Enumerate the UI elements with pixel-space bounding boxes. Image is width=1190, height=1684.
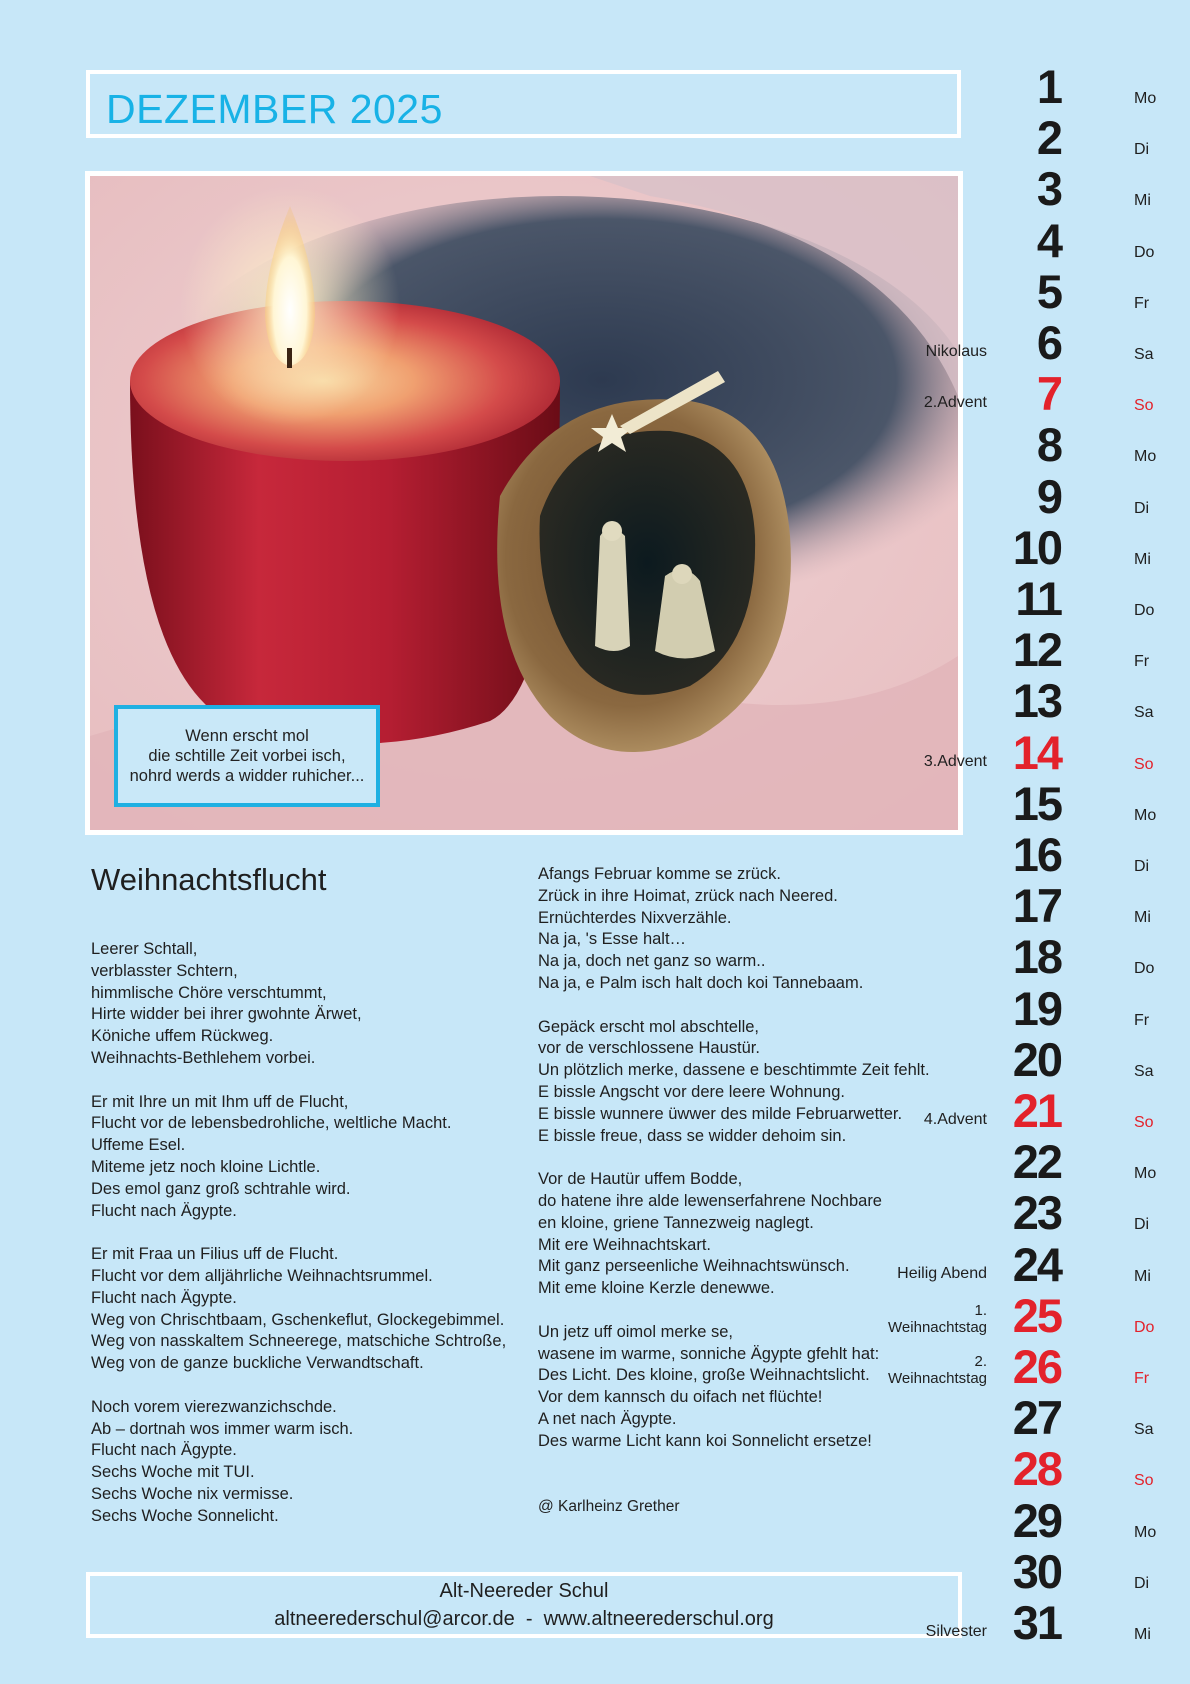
calendar-day-1 — [890, 62, 1190, 113]
day-number: 22 — [1012, 1135, 1061, 1189]
day-number: 11 — [1015, 572, 1061, 625]
day-number: 19 — [1012, 981, 1061, 1035]
weekday-abbr: So — [1134, 1472, 1154, 1490]
holiday-label-line: Weihnachtstag — [888, 1318, 987, 1336]
day-number: 10 — [1012, 520, 1061, 574]
weekday-abbr: Sa — [1134, 704, 1154, 722]
poem-line: wasene im warme, sonniche Ägypte gfehlt hat: — [538, 1344, 880, 1363]
holiday-label: Nikolaus — [925, 343, 987, 360]
day-number: 5 — [1036, 264, 1061, 318]
poem-line: verblasster Schtern, — [91, 961, 238, 980]
poem-line: Flucht nach Ägypte. — [91, 1201, 237, 1220]
poem-line: Noch vorem vierezwanzichschde. — [91, 1397, 337, 1416]
poem-line: Gepäck erscht mol abschtelle, — [538, 1017, 760, 1036]
day-number: 27 — [1012, 1391, 1061, 1445]
stanza-gap — [538, 995, 930, 1017]
poem-line: E bissle freue, dass se widder dehoim sin. — [538, 1126, 847, 1145]
weekday-abbr: Mo — [1134, 1165, 1157, 1183]
day-number: 24 — [1012, 1237, 1061, 1291]
calendar-day-21 — [890, 1086, 1190, 1137]
calendar-day-24 — [890, 1237, 1190, 1291]
poem-line: Weg von nasskaltem Schneerege, matschiche Schtroße, — [91, 1332, 507, 1351]
calendar-day-17 — [890, 881, 1190, 932]
weekday-abbr: Di — [1134, 499, 1150, 517]
day-number: 30 — [1012, 1544, 1061, 1598]
footer-org-name: Alt-Neereder Schul — [439, 1580, 609, 1602]
poem-line: Mit eme kloine Kerzle denewwe. — [538, 1279, 775, 1298]
day-number: 26 — [1012, 1340, 1061, 1393]
holiday-label: 2.Advent — [923, 394, 987, 412]
day-number: 23 — [1012, 1186, 1061, 1240]
weekday-abbr: Di — [1134, 141, 1150, 159]
weekday-abbr: Mo — [1134, 806, 1157, 824]
stanza-gap — [91, 1375, 506, 1397]
poem-line: Mit ganz perseenliche Weihnachtswünsch. — [538, 1257, 850, 1276]
poem-line: Mit ere Weihnachtskart. — [538, 1235, 712, 1254]
weekday-abbr: Fr — [1134, 294, 1150, 312]
poem-line: Weihnachts-Bethlehem vorbei. — [91, 1048, 316, 1067]
poem-line: Weg von Chrischtbaam, Gschenkeflut, Glockegebimmel. — [91, 1310, 505, 1329]
weekday-abbr: Do — [1134, 1318, 1155, 1336]
holiday-label: 3.Advent — [923, 752, 987, 770]
poem-line: Köniche uffem Rückweg. — [91, 1027, 274, 1046]
day-number: 31 — [1012, 1596, 1061, 1649]
poem-title: Weihnachtsflucht — [91, 862, 327, 897]
weekday-abbr: Mi — [1134, 1626, 1151, 1643]
holiday-label-line: 2. — [974, 1353, 987, 1370]
weekday-abbr: So — [1134, 397, 1154, 415]
footer-contact: altneerederschul@arcor.de - www.altneerederschul.org — [274, 1608, 774, 1630]
poem-line: vor de verschlossene Haustür. — [538, 1039, 760, 1058]
holiday-label — [888, 1302, 987, 1336]
poem-line: Flucht nach Ägypte. — [91, 1441, 237, 1460]
weekday-abbr: Mi — [1134, 1267, 1151, 1285]
day-number: 15 — [1012, 776, 1061, 830]
poem-line: Sechs Woche nix vermisse. — [91, 1484, 294, 1503]
calendar-day-13 — [890, 676, 1190, 727]
stanza-gap — [91, 1070, 506, 1092]
weekday-abbr: Mo — [1134, 90, 1157, 107]
caption-line: die schtille Zeit vorbei isch, — [148, 747, 346, 765]
day-number: 8 — [1036, 418, 1061, 472]
weekday-abbr: Di — [1134, 1216, 1150, 1234]
calendar-day-6 — [890, 318, 1190, 369]
stanza-gap — [91, 1222, 506, 1244]
day-number: 29 — [1012, 1493, 1061, 1547]
day-number: 3 — [1036, 162, 1061, 216]
poem-line: Hirte widder bei ihrer gwohnte Ärwet, — [91, 1005, 362, 1024]
calendar-day-10 — [890, 520, 1190, 574]
day-number: 14 — [1012, 725, 1061, 779]
calendar-day-2 — [890, 113, 1190, 164]
day-number: 18 — [1012, 930, 1061, 984]
poem-left-column — [91, 939, 506, 1528]
weekday-abbr: So — [1134, 1114, 1154, 1131]
weekday-abbr: Fr — [1134, 1011, 1150, 1029]
day-number: 28 — [1012, 1442, 1061, 1496]
stanza-gap — [538, 1147, 930, 1169]
calendar-day-9 — [890, 469, 1190, 523]
poem-line: Zrück in ihre Hoimat, zrück nach Neered. — [538, 886, 838, 905]
photo-caption — [114, 705, 380, 807]
calendar-day-28 — [890, 1444, 1190, 1495]
poem-line: Er mit Fraa un Filius uff de Flucht. — [91, 1245, 339, 1264]
poem-line: Vor dem kannsch du oifach net flüchte! — [538, 1388, 823, 1407]
day-number: 16 — [1012, 828, 1061, 881]
caption-line: Wenn erscht mol — [185, 727, 309, 745]
poem-line: Na ja, e Palm isch halt doch koi Tannebaam. — [538, 973, 864, 992]
calendar-day-8 — [890, 420, 1190, 471]
holiday-label — [888, 1353, 987, 1387]
poem-line: Uffeme Esel. — [91, 1136, 186, 1155]
day-number: 21 — [1012, 1084, 1061, 1137]
day-number: 17 — [1012, 879, 1061, 933]
poem-line: Sechs Woche Sonnelicht. — [91, 1506, 279, 1525]
calendar-day-3 — [890, 164, 1190, 215]
day-number: 12 — [1012, 623, 1061, 677]
poem-line: do hatene ihre alde lewenserfahrene Nochbare — [538, 1191, 882, 1210]
poem-line: en kloine, griene Tannezweig naglegt. — [538, 1213, 814, 1232]
calendar-day-18 — [890, 932, 1190, 983]
calendar-day-5 — [890, 264, 1190, 318]
weekday-abbr: Mo — [1134, 1523, 1157, 1541]
poem-line: Weg von de ganze buckliche Verwandtschaft. — [91, 1354, 424, 1373]
poem-line: Sechs Woche mit TUI. — [91, 1463, 255, 1482]
poem-line: Des warme Licht kann koi Sonnelicht ersetze! — [538, 1431, 872, 1450]
poem-right-column — [538, 864, 930, 1453]
footer-box — [86, 1572, 962, 1638]
weekday-abbr: Sa — [1134, 1062, 1154, 1080]
poem-line: Ernüchterdes Nixverzähle. — [538, 908, 732, 927]
caption-line: nohrd werds a widder ruhicher... — [129, 767, 365, 785]
calendar-day-12 — [890, 625, 1190, 676]
holiday-label: Silvester — [925, 1623, 987, 1640]
poem-line: Miteme jetz noch kloine Lichtle. — [91, 1157, 321, 1176]
month-title-box — [86, 70, 961, 138]
day-number: 6 — [1036, 316, 1061, 369]
calendar-day-27 — [890, 1393, 1190, 1444]
day-number: 4 — [1036, 213, 1061, 267]
poem-line: E bissle Angscht vor dere leere Wohnung. — [538, 1082, 845, 1101]
weekday-abbr: Mo — [1134, 448, 1157, 466]
poem-line: himmlische Chöre verschtummt, — [91, 983, 327, 1002]
calendar-day-23 — [890, 1188, 1190, 1239]
weekday-abbr: Do — [1134, 602, 1155, 619]
calendar-day-14 — [890, 725, 1190, 779]
calendar-day-15 — [890, 776, 1190, 830]
poem-line: Na ja, doch net ganz so warm.. — [538, 952, 766, 971]
poem-line: E bissle wunnere üwwer des milde Februarwetter. — [538, 1104, 903, 1123]
day-number: 13 — [1012, 674, 1061, 728]
holiday-label: 4.Advent — [923, 1111, 987, 1128]
day-number: 1 — [1036, 60, 1061, 113]
weekday-abbr: Mi — [1134, 909, 1151, 927]
poem-line: A net nach Ägypte. — [538, 1409, 677, 1428]
poem-line: Ab – dortnah wos immer warm isch. — [91, 1419, 354, 1438]
day-number: 9 — [1036, 469, 1061, 523]
day-number: 25 — [1012, 1288, 1061, 1342]
day-number: 7 — [1036, 367, 1061, 421]
calendar-day-25 — [888, 1288, 1190, 1342]
poem-line: Flucht nach Ägypte. — [91, 1288, 237, 1307]
holiday-label: Heilig Abend — [897, 1264, 987, 1282]
calendar-day-30 — [890, 1544, 1190, 1598]
weekday-abbr: Fr — [1134, 1370, 1150, 1387]
weekday-abbr: Mi — [1134, 192, 1151, 210]
calendar-day-26 — [890, 1342, 1190, 1393]
calendar-day-11 — [890, 574, 1190, 625]
holiday-label-line: Weihnachtstag — [888, 1370, 987, 1387]
poem-line: Des Licht. Des kloine, große Weihnachtslicht. — [538, 1366, 870, 1385]
calendar-day-22 — [890, 1137, 1190, 1188]
calendar-day-29 — [890, 1493, 1190, 1547]
stanza-gap — [538, 1300, 930, 1322]
calendar-day-7 — [890, 369, 1190, 420]
poem-line: Afangs Februar komme se zrück. — [538, 865, 782, 883]
month-title: DEZEMBER 2025 — [106, 86, 443, 132]
weekday-abbr: So — [1134, 755, 1154, 773]
poem-line: Vor de Hautür uffem Bodde, — [538, 1170, 743, 1189]
weekday-abbr: Sa — [1134, 346, 1154, 363]
day-number: 20 — [1012, 1032, 1061, 1086]
weekday-abbr: Fr — [1134, 653, 1150, 671]
poem-author: @ Karlheinz Grether — [538, 1498, 680, 1515]
weekday-abbr: Di — [1134, 1574, 1150, 1592]
calendar-day-16 — [890, 830, 1190, 881]
poem-line: Leerer Schtall, — [91, 940, 198, 958]
holiday-label-line: 1. — [974, 1301, 987, 1319]
weekday-abbr: Do — [1134, 243, 1155, 261]
weekday-abbr: Di — [1134, 858, 1150, 875]
weekday-abbr: Sa — [1134, 1421, 1154, 1439]
poem-line: Er mit Ihre un mit Ihm uff de Flucht, — [91, 1092, 349, 1111]
calendar-day-4 — [890, 213, 1190, 267]
calendar-day-20 — [890, 1032, 1190, 1086]
calendar-day-31 — [890, 1598, 1190, 1649]
poem-line: Des emol ganz groß schtrahle wird. — [91, 1179, 351, 1198]
poem-line: Flucht vor dem alljährliche Weihnachtsrummel. — [91, 1266, 433, 1285]
poem-line: Flucht vor de lebensbedrohliche, weltliche Macht. — [91, 1114, 452, 1133]
day-number: 2 — [1036, 111, 1061, 165]
poem-line: Un plötzlich merke, dassene e beschtimmte Zeit fehlt. — [538, 1061, 930, 1080]
calendar-day-19 — [890, 981, 1190, 1035]
poem-line: Un jetz uff oimol merke se, — [538, 1322, 734, 1341]
weekday-abbr: Mi — [1134, 550, 1151, 568]
weekday-abbr: Do — [1134, 960, 1155, 978]
poem-line: Na ja, 's Esse halt… — [538, 930, 687, 949]
